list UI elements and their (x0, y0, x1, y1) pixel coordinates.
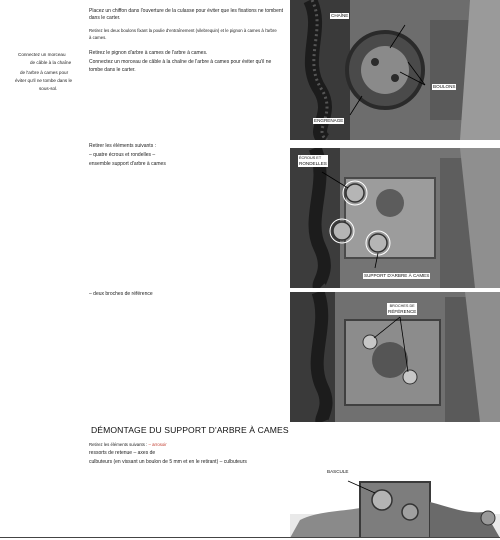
photo2-label-nuts-line2: RONDELLES (299, 161, 327, 166)
photo-cam-sprocket (290, 0, 500, 140)
photo-rocker-arm-illustration (290, 462, 500, 538)
side-note-line3: de l'arbre à cames pour (20, 70, 69, 75)
photo-dowel-pins (290, 292, 500, 422)
photo2-label-holder: SUPPORT D'ARBRE À CAMES (364, 273, 430, 278)
side-note-line5: sous-sol. (39, 86, 58, 91)
side-note-line1: Connectez un morceau (18, 52, 66, 57)
section3-line1: – deux broches de référence (89, 291, 153, 297)
photo2-label-nuts-line1: ÉCROUS ET (299, 156, 322, 160)
photo1-label-gear: ENGRENAGE (314, 118, 344, 123)
demontage-line1a: Retirez les éléments suivants : (89, 442, 148, 447)
section1-p4-line1: Connectez un morceau de câble à la chaîne de l'arbre à cames pour éviter qu'il ne (89, 59, 272, 65)
section2-line2: – quatre écrous et rondelles – (89, 152, 156, 158)
photo3-label-pins (387, 303, 417, 315)
section1-p1-line1: Placez un chiffon dans l'ouverture de la culasse pour éviter que les fixations ne tombent (89, 8, 284, 14)
demontage-line1b: – arrosoir (148, 442, 167, 447)
photo4-label-rocker: BASCULE (327, 469, 349, 474)
section2-line1: Retirer les éléments suivants : (89, 143, 156, 149)
photo3-label-pins-line1: BROCHES DE (389, 304, 415, 308)
section1-p4-line2: tombe dans le carter. (89, 67, 136, 73)
side-note-line4: éviter qu'il ne tombe dans le (15, 78, 73, 83)
photo-camshaft-holder-illustration (290, 148, 500, 288)
photo1-label-bolts: BOULONS (433, 84, 456, 89)
demontage-line1 (89, 441, 167, 448)
section1-p2-line2: à cames. (89, 35, 107, 40)
photo-camshaft-holder (290, 148, 500, 288)
photo-rocker-arm (290, 462, 500, 538)
demontage-line3: culbuteurs (en vissant un boulon de 5 mm et en le retirant) – culbuteurs (89, 459, 247, 465)
section1-p1-line2: dans le carter. (89, 15, 121, 21)
demontage-line2: ressorts de retenue – axes de (89, 450, 156, 456)
photo1-label-chain: CHAÎNE (331, 13, 349, 18)
section1-p2-line1: Retirez les deux boulons fixant la poulie d'entraînement (vilebrequin) et le pignon à cames à l'arbre (89, 28, 277, 33)
section2-line3: ensemble support d'arbre à cames (89, 161, 166, 167)
section1-p3: Retirez le pignon d'arbre à cames de l'arbre à cames. (89, 50, 208, 56)
photo3-label-pins-line2: RÉFÉRENCE (388, 309, 417, 314)
demontage-title: DÉMONTAGE DU SUPPORT D'ARBRE À CAMES (91, 425, 289, 435)
photo2-label-nuts (298, 155, 328, 167)
bottom-rule (0, 537, 500, 538)
side-note-line2: de câble à la chaîne (30, 60, 72, 65)
